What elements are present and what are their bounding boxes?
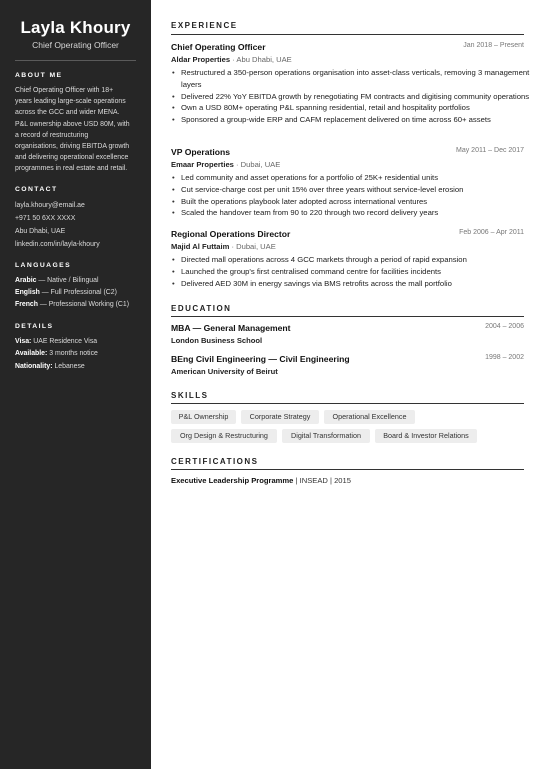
job-location: · Dubai, UAE bbox=[233, 160, 281, 169]
skill-tag: P&L Ownership bbox=[171, 410, 236, 424]
contact-heading: CONTACT bbox=[15, 186, 58, 193]
language-item bbox=[15, 299, 139, 311]
job-title: Chief Operating Officer bbox=[171, 42, 266, 52]
detail-label: Available: bbox=[15, 350, 48, 358]
skill-tag: Org Design & Restructuring bbox=[171, 429, 277, 443]
detail-label: Visa: bbox=[15, 338, 32, 345]
phone-number[interactable]: +971 50 6XX XXXX bbox=[15, 215, 76, 222]
language-name: Arabic bbox=[15, 277, 37, 284]
about-heading: ABOUT ME bbox=[15, 72, 63, 79]
skills-divider bbox=[171, 403, 524, 404]
job-dates: Jan 2018 – Present bbox=[463, 42, 524, 49]
detail-label: Nationality: bbox=[15, 362, 53, 370]
job-bullet: • Own a USD 80M+ operating P&L spanning residential, retail and hospitality portfolios bbox=[181, 102, 534, 114]
sidebar-divider bbox=[15, 60, 136, 61]
job-employer bbox=[171, 55, 292, 64]
details-heading: DETAILS bbox=[15, 323, 54, 330]
skill-tag: Board & Investor Relations bbox=[375, 429, 477, 443]
detail-value: Lebanese bbox=[52, 362, 85, 370]
about-line: Chief Operating Officer with 18+ bbox=[15, 87, 114, 94]
detail-item bbox=[15, 336, 139, 348]
language-level: — Professional Working (C1) bbox=[37, 301, 129, 309]
job-bullets bbox=[171, 172, 534, 219]
degree-dates: 2004 – 2006 bbox=[485, 323, 524, 330]
job-bullet: • Directed mall operations across 4 GCC markets through a period of rapid expansion bbox=[181, 254, 534, 266]
experience-divider bbox=[171, 34, 524, 35]
languages-heading: LANGUAGES bbox=[15, 262, 72, 269]
detail-item bbox=[15, 348, 139, 360]
certifications-divider bbox=[171, 469, 524, 470]
degree-title: MBA — General Management bbox=[171, 323, 291, 333]
language-level: — Native / Bilingual bbox=[36, 277, 99, 284]
school-name: London Business School bbox=[171, 336, 263, 345]
about-line: organisations, driving EBITDA growth bbox=[15, 143, 130, 151]
job-bullet: • Led community and asset operations for a portfolio of 25K+ residential units bbox=[181, 172, 534, 184]
job-bullet: • Sponsored a group-wide ERP and CAFM replacement delivered on time across 60+ assets bbox=[181, 114, 534, 126]
detail-value: UAE Residence Visa bbox=[31, 338, 98, 345]
about-line: across the GCC and wider MENA. bbox=[15, 109, 120, 117]
details-list bbox=[15, 336, 139, 373]
job-location: · Dubai, UAE bbox=[229, 242, 276, 251]
school-name: American University of Beirut bbox=[171, 367, 278, 376]
candidate-name: Layla Khoury bbox=[20, 18, 131, 37]
about-line: a record of restructuring bbox=[15, 131, 89, 139]
language-item bbox=[15, 287, 139, 299]
location-text: Abu Dhabi, UAE bbox=[15, 228, 66, 235]
job-location: · Abu Dhabi, UAE bbox=[230, 55, 292, 64]
detail-value: 3 months notice bbox=[47, 350, 98, 358]
job-dates: May 2011 – Dec 2017 bbox=[456, 147, 524, 154]
job-bullets bbox=[171, 254, 534, 289]
job-bullets bbox=[171, 67, 534, 126]
language-name: English bbox=[15, 289, 40, 297]
skill-tag: Digital Transformation bbox=[282, 429, 370, 443]
detail-item bbox=[15, 361, 139, 373]
job-bullet: • Cut service-charge cost per unit 15% over three years without service-level erosion bbox=[181, 184, 534, 196]
job-bullet: • Delivered 22% YoY EBITDA growth by renegotiating FM contracts and digitising community operations bbox=[181, 91, 534, 103]
job-bullet: • Launched the group's first centralised command centre for facilities incidents bbox=[181, 266, 534, 278]
contact-list bbox=[15, 199, 139, 251]
about-line: and delivering operational excellence bbox=[15, 154, 129, 162]
candidate-role: Chief Operating Officer bbox=[32, 40, 119, 50]
certifications-heading: CERTIFICATIONS bbox=[171, 457, 259, 466]
linkedin-link[interactable]: linkedin.com/in/layla-khoury bbox=[15, 241, 100, 248]
company-name: Majid Al Futtaim bbox=[171, 242, 230, 251]
skill-tag: Corporate Strategy bbox=[241, 410, 319, 424]
email-link[interactable]: layla.khoury@email.ae bbox=[15, 202, 85, 209]
education-heading: EDUCATION bbox=[171, 304, 232, 313]
language-level: — Full Professional (C2) bbox=[39, 289, 117, 297]
skill-tag: Operational Excellence bbox=[324, 410, 415, 424]
sidebar bbox=[0, 0, 151, 769]
about-line: programmes in real estate and retail. bbox=[15, 165, 128, 173]
job-employer bbox=[171, 160, 280, 169]
about-line: years leading large-scale operations bbox=[15, 98, 126, 106]
about-line: P&L ownership above USD 80M, with bbox=[15, 120, 130, 128]
degree-title: BEng Civil Engineering — Civil Engineering bbox=[171, 354, 350, 364]
job-title: VP Operations bbox=[171, 147, 231, 157]
job-bullet: • Delivered AED 30M in energy savings via BMS retrofits across the mall portfolio bbox=[181, 278, 534, 290]
about-text bbox=[15, 85, 139, 175]
company-name: Emaar Properties bbox=[171, 160, 234, 169]
degree-dates: 1998 – 2002 bbox=[485, 354, 524, 361]
language-item bbox=[15, 275, 139, 287]
job-title: Regional Operations Director bbox=[171, 229, 291, 239]
job-employer bbox=[171, 242, 276, 251]
job-bullet: • Built the operations playbook later adopted across international ventures bbox=[181, 196, 534, 208]
certification-issuer: | INSEAD | 2015 bbox=[293, 476, 351, 485]
skills-heading: SKILLS bbox=[171, 391, 209, 400]
experience-heading: EXPERIENCE bbox=[171, 21, 238, 30]
education-divider bbox=[171, 316, 524, 317]
job-dates: Feb 2006 – Apr 2011 bbox=[459, 229, 524, 236]
language-name: French bbox=[15, 301, 38, 309]
company-name: Aldar Properties bbox=[171, 55, 231, 64]
certification-name: Executive Leadership Programme bbox=[171, 476, 294, 485]
certification-item bbox=[171, 476, 351, 485]
job-bullet: • Scaled the handover team from 90 to 220 through two record delivery years bbox=[181, 207, 534, 219]
languages-list bbox=[15, 275, 139, 312]
job-bullet: • Restructured a 350-person operations organisation into asset-class verticals, removing 3 management layers bbox=[181, 67, 534, 91]
